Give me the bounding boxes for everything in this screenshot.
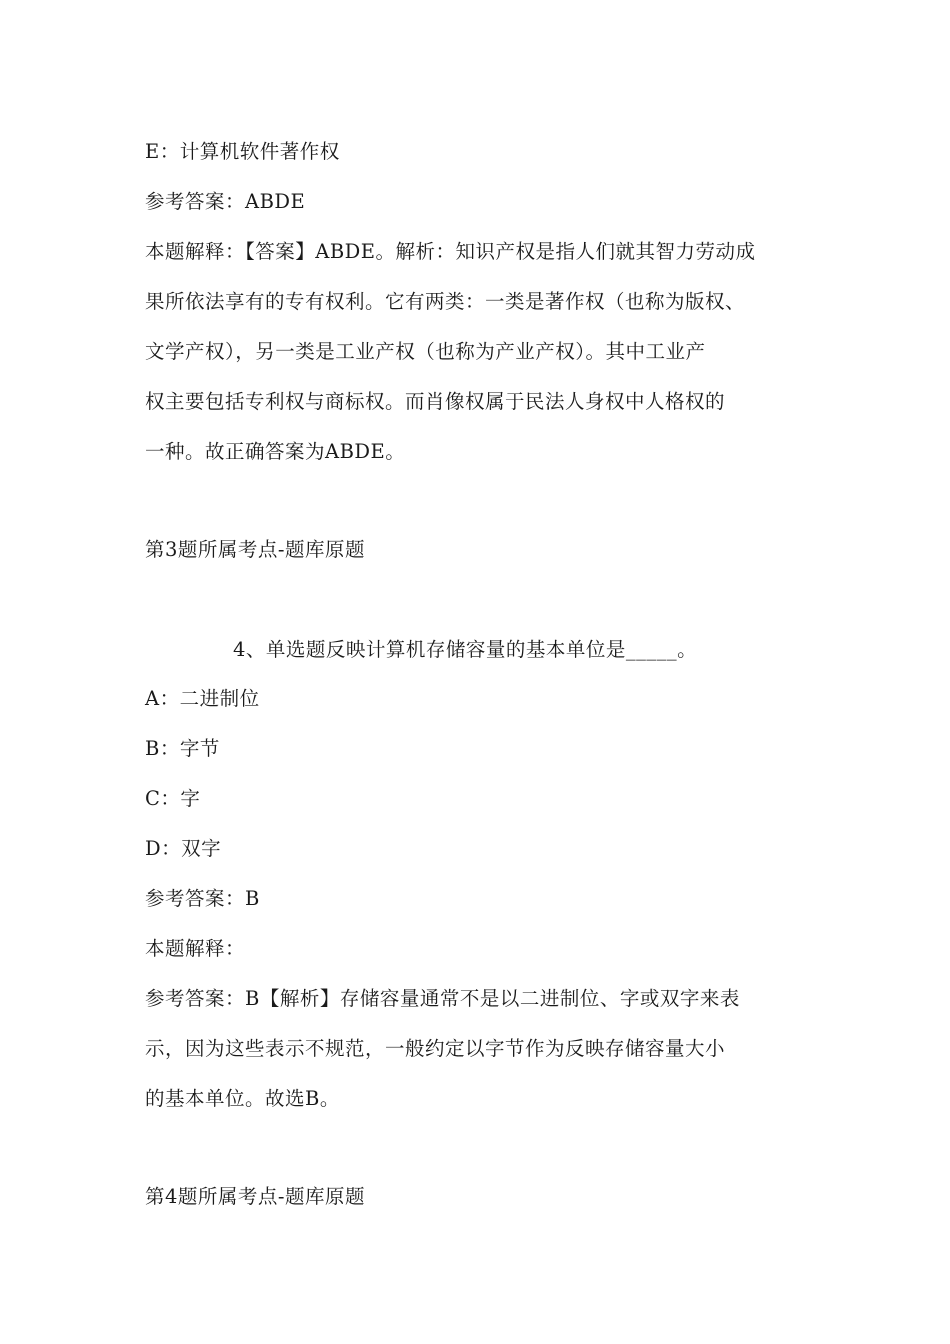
q3-option-e: E：计算机软件著作权 bbox=[145, 140, 340, 163]
q4-explanation-line: 的基本单位。故选B。 bbox=[145, 1087, 340, 1110]
q4-answer: 参考答案：B bbox=[145, 887, 260, 910]
q3-explanation-line: 权主要包括专利权与商标权。而肖像权属于民法人身权中人格权的 bbox=[145, 390, 726, 413]
q4-option-a: A：二进制位 bbox=[145, 687, 260, 710]
q3-explanation-line: 果所依法享有的专有权利。它有两类：一类是著作权（也称为版权、 bbox=[145, 290, 746, 313]
q3-explanation-line: 一种。故正确答案为ABDE。 bbox=[145, 440, 406, 463]
q4-option-b: B：字节 bbox=[145, 737, 220, 760]
q4-topic: 第4题所属考点-题库原题 bbox=[145, 1185, 365, 1208]
q4-explanation-line: 示，因为这些表示不规范，一般约定以字节作为反映存储容量大小 bbox=[145, 1037, 726, 1060]
q4-explanation-label: 本题解释： bbox=[145, 937, 246, 960]
q4-option-d: D：双字 bbox=[145, 837, 222, 860]
q3-topic: 第3题所属考点-题库原题 bbox=[145, 538, 365, 561]
q4-explanation-line: 参考答案：B【解析】存储容量通常不是以二进制位、字或双字来表 bbox=[145, 987, 740, 1010]
q3-answer: 参考答案：ABDE bbox=[145, 190, 306, 213]
q3-explanation-line: 本题解释：【答案】ABDE。解析：知识产权是指人们就其智力劳动成 bbox=[145, 240, 756, 263]
q4-question: 4、单选题反映计算机存储容量的基本单位是_____。 bbox=[233, 638, 698, 661]
q3-explanation-line: 文学产权），另一类是工业产权（也称为产业产权）。其中工业产 bbox=[145, 340, 706, 363]
q4-option-c: C：字 bbox=[145, 787, 201, 810]
